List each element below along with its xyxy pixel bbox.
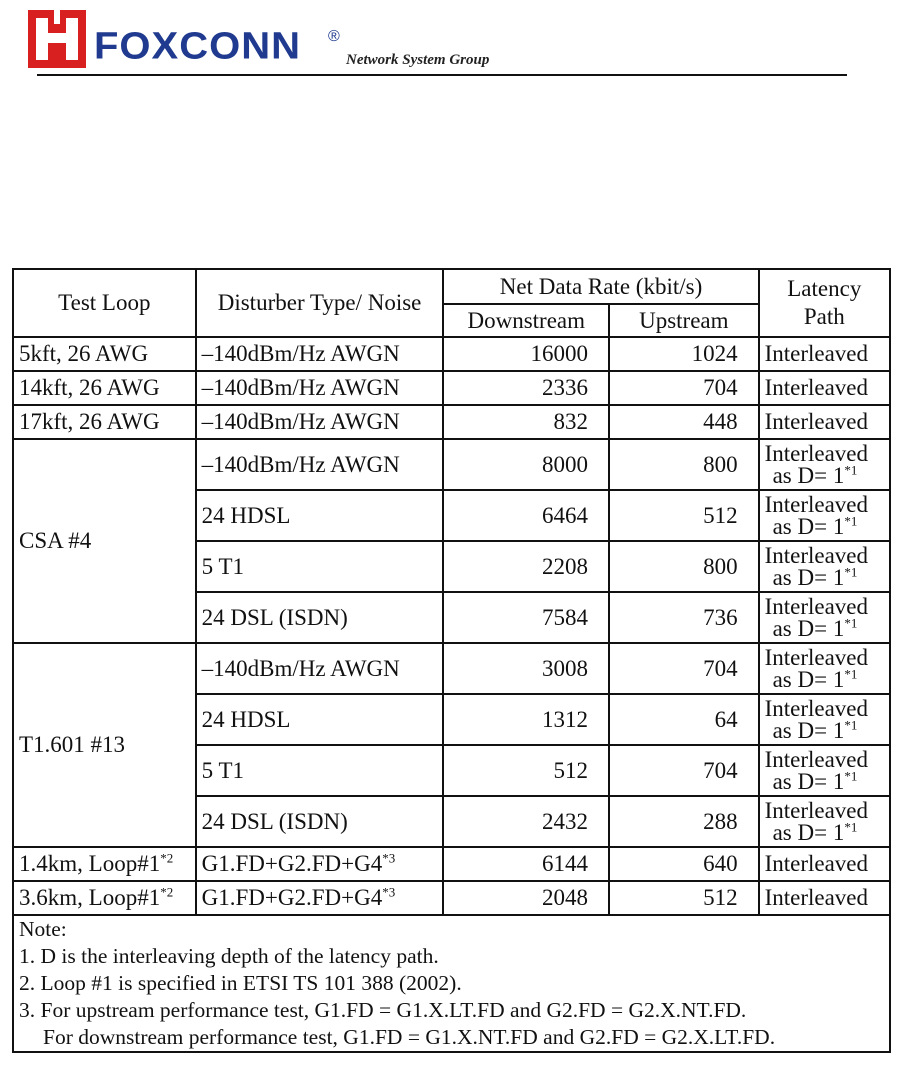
loop-text: 3.6km, Loop#1 — [19, 885, 161, 910]
latency-depth-text: as D= 1 — [772, 768, 845, 794]
cell-latency: Interleaved — [759, 371, 890, 405]
footnote-ref: *2 — [160, 850, 174, 866]
disturber-text: G1.FD+G2.FD+G4 — [201, 851, 383, 876]
cell-upstream: 1024 — [609, 337, 759, 371]
cell-latency: Interleaved — [759, 405, 890, 439]
cell-downstream: 2432 — [443, 796, 609, 847]
cell-upstream: 800 — [609, 541, 759, 592]
latency-line2 — [765, 614, 884, 641]
latency-line2 — [765, 665, 884, 692]
cell-upstream: 288 — [609, 796, 759, 847]
cell-disturber — [196, 847, 444, 881]
table-row — [13, 405, 890, 439]
note-2: 2. Loop #1 is specified in ETSI TS 101 388 (2002). — [19, 971, 462, 995]
footnote-ref: *1 — [844, 665, 858, 681]
cell-latency — [759, 643, 890, 694]
notes-cell — [13, 915, 890, 1052]
latency-depth-text: as D= 1 — [772, 717, 845, 743]
footnote-ref: *1 — [844, 818, 858, 834]
latency-line1: Interleaved — [764, 440, 869, 466]
cell-test-loop — [13, 881, 196, 915]
cell-disturber: –140dBm/Hz AWGN — [196, 337, 444, 371]
cell-downstream: 512 — [443, 745, 609, 796]
footnote-ref: *1 — [844, 614, 858, 630]
latency-depth-text: as D= 1 — [772, 819, 845, 845]
footnote-ref: *1 — [844, 767, 858, 783]
cell-downstream: 3008 — [443, 643, 609, 694]
brand-tagline: Network System Group — [346, 52, 490, 68]
header-latency-text: Latency Path — [787, 276, 862, 329]
cell-downstream: 2336 — [443, 371, 609, 405]
cell-upstream: 800 — [609, 439, 759, 490]
cell-upstream: 512 — [609, 881, 759, 915]
brand-name: FOXCONN — [94, 25, 301, 67]
cell-latency — [759, 439, 890, 490]
latency-line1: Interleaved — [764, 542, 869, 568]
cell-disturber: 24 DSL (ISDN) — [196, 796, 444, 847]
note-3a: 3. For upstream performance test, G1.FD = G1.X.LT.FD and G2.FD = G2.X.NT.FD. — [19, 998, 747, 1022]
cell-disturber: 5 T1 — [196, 745, 444, 796]
cell-disturber: –140dBm/Hz AWGN — [196, 371, 444, 405]
cell-downstream: 832 — [443, 405, 609, 439]
latency-line1: Interleaved — [764, 593, 869, 619]
footnote-ref: *2 — [160, 884, 174, 900]
cell-disturber: 24 HDSL — [196, 490, 444, 541]
cell-downstream: 7584 — [443, 592, 609, 643]
cell-downstream: 6144 — [443, 847, 609, 881]
latency-depth-text: as D= 1 — [772, 666, 845, 692]
latency-line2 — [765, 512, 884, 539]
table-row — [13, 337, 890, 371]
footnote-ref: *1 — [844, 461, 858, 477]
note-title: Note: — [19, 917, 67, 941]
cell-upstream: 704 — [609, 371, 759, 405]
footnote-ref: *1 — [844, 716, 858, 732]
latency-line2 — [765, 461, 884, 488]
cell-upstream: 512 — [609, 490, 759, 541]
cell-upstream: 64 — [609, 694, 759, 745]
cell-downstream: 1312 — [443, 694, 609, 745]
cell-disturber: 24 HDSL — [196, 694, 444, 745]
cell-downstream: 2048 — [443, 881, 609, 915]
cell-latency — [759, 541, 890, 592]
cell-disturber: 24 DSL (ISDN) — [196, 592, 444, 643]
cell-upstream: 640 — [609, 847, 759, 881]
cell-latency — [759, 796, 890, 847]
cell-downstream: 6464 — [443, 490, 609, 541]
cell-latency: Interleaved — [759, 847, 890, 881]
table-row — [13, 881, 890, 915]
latency-line2 — [765, 563, 884, 590]
latency-line2 — [765, 818, 884, 845]
note-3b: For downstream performance test, G1.FD = G1.X.NT.FD and G2.FD = G2.X.LT.FD. — [43, 1025, 776, 1049]
cell-test-loop-group: CSA #4 — [13, 439, 196, 643]
cell-downstream: 2208 — [443, 541, 609, 592]
latency-depth-text: as D= 1 — [772, 513, 845, 539]
latency-line1: Interleaved — [764, 797, 869, 823]
performance-table — [12, 268, 891, 1053]
cell-latency: Interleaved — [759, 881, 890, 915]
header-latency-path — [759, 269, 890, 337]
cell-upstream: 704 — [609, 643, 759, 694]
cell-downstream: 16000 — [443, 337, 609, 371]
header-divider — [37, 74, 847, 76]
latency-line1: Interleaved — [764, 746, 869, 772]
header-disturber: Disturber Type/ Noise — [196, 269, 444, 337]
cell-latency — [759, 490, 890, 541]
header-downstream: Downstream — [443, 304, 609, 337]
cell-upstream: 704 — [609, 745, 759, 796]
latency-line1: Interleaved — [764, 695, 869, 721]
header-net-data-rate: Net Data Rate (kbit/s) — [443, 269, 758, 304]
cell-test-loop: 14kft, 26 AWG — [13, 371, 196, 405]
header-test-loop: Test Loop — [13, 269, 196, 337]
cell-latency — [759, 694, 890, 745]
footnote-ref: *1 — [844, 512, 858, 528]
disturber-text: G1.FD+G2.FD+G4 — [201, 885, 383, 910]
cell-upstream: 448 — [609, 405, 759, 439]
table-row — [13, 847, 890, 881]
cell-disturber — [196, 881, 444, 915]
cell-latency — [759, 745, 890, 796]
cell-test-loop — [13, 847, 196, 881]
registered-mark: ® — [328, 28, 340, 45]
table-row — [13, 439, 890, 490]
note-1: 1. D is the interleaving depth of the latency path. — [19, 944, 439, 968]
header-upstream: Upstream — [609, 304, 759, 337]
loop-text: 1.4km, Loop#1 — [19, 851, 161, 876]
latency-depth-text: as D= 1 — [772, 462, 845, 488]
cell-test-loop: 5kft, 26 AWG — [13, 337, 196, 371]
cell-latency — [759, 592, 890, 643]
cell-disturber: –140dBm/Hz AWGN — [196, 439, 444, 490]
latency-line1: Interleaved — [764, 491, 869, 517]
cell-disturber: 5 T1 — [196, 541, 444, 592]
footnote-ref: *3 — [382, 884, 396, 900]
cell-disturber: –140dBm/Hz AWGN — [196, 405, 444, 439]
latency-line2 — [765, 716, 884, 743]
foxconn-mark-icon — [28, 10, 86, 68]
cell-test-loop: 17kft, 26 AWG — [13, 405, 196, 439]
cell-downstream: 8000 — [443, 439, 609, 490]
table-row — [13, 643, 890, 694]
table-row — [13, 371, 890, 405]
latency-depth-text: as D= 1 — [772, 564, 845, 590]
footnote-ref: *1 — [844, 563, 858, 579]
latency-line1: Interleaved — [764, 644, 869, 670]
latency-depth-text: as D= 1 — [772, 615, 845, 641]
notes-row — [13, 915, 890, 1052]
cell-test-loop-group: T1.601 #13 — [13, 643, 196, 847]
cell-disturber: –140dBm/Hz AWGN — [196, 643, 444, 694]
cell-upstream: 736 — [609, 592, 759, 643]
cell-latency: Interleaved — [759, 337, 890, 371]
footnote-ref: *3 — [382, 850, 396, 866]
latency-line2 — [765, 767, 884, 794]
